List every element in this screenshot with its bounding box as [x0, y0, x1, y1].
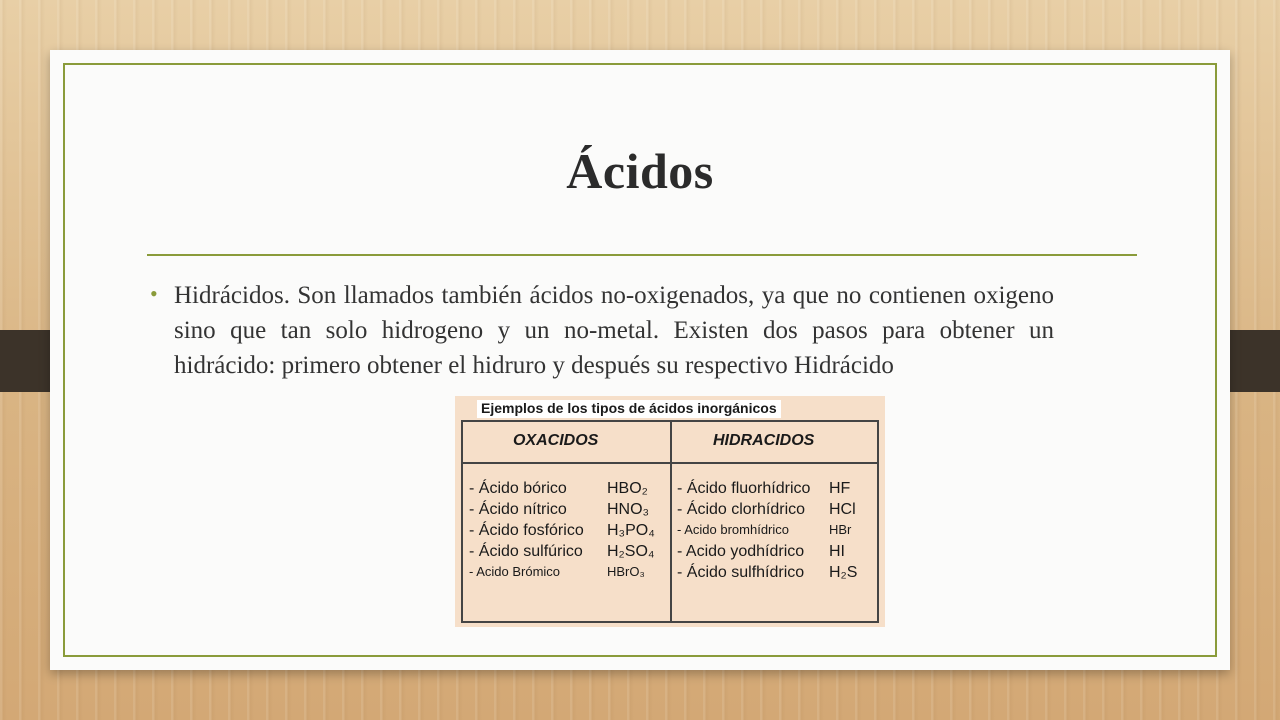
acid-name: - Ácido sulfhídrico	[677, 564, 805, 581]
list-item	[469, 480, 648, 501]
slide-title: Ácidos	[566, 143, 714, 199]
bullet-icon: •	[150, 281, 158, 306]
bullet-paragraph	[150, 278, 1054, 383]
table-caption: Ejemplos de los tipos de ácidos inorgánicos	[477, 400, 781, 418]
column-divider	[670, 422, 672, 621]
acid-name: - Acido yodhídrico	[677, 543, 805, 560]
list-item	[469, 564, 645, 585]
acid-name: - Ácido fluorhídrico	[677, 480, 811, 497]
list-item	[469, 501, 650, 522]
oxacidos-list	[469, 480, 655, 585]
list-item	[677, 480, 851, 501]
acid-name: - Ácido clorhídrico	[677, 501, 806, 518]
acid-examples-table-image	[455, 396, 885, 627]
list-item	[677, 522, 852, 543]
list-item	[677, 564, 858, 585]
list-item	[469, 522, 655, 543]
bullet-text: Hidrácidos. Son llamados también ácidos no-oxigenados, ya que no contienen oxigeno sino que tan solo hidrogeno y un no-metal. Existen dos pasos para obtener un hidrácido: primero obtener el hidruro y después su respectivo Hidrácido	[174, 282, 1054, 379]
hidracidos-header: HIDRACIDOS	[713, 432, 815, 449]
acid-name: - Ácido sulfúrico	[469, 543, 583, 560]
acid-formula: HBr	[829, 522, 852, 537]
acid-formula: HBrO₃	[607, 564, 645, 579]
acid-formula: H₂S	[829, 564, 858, 581]
slide	[50, 50, 1230, 670]
acid-name: - Ácido nítrico	[469, 501, 567, 518]
acid-formula: HNO₃	[607, 501, 650, 518]
hidracidos-list	[677, 480, 858, 585]
acid-formula: HI	[829, 543, 845, 560]
acid-formula: H₃PO₄	[607, 522, 655, 539]
acid-formula: HF	[829, 480, 851, 497]
acid-name: - Ácido bórico	[469, 480, 567, 497]
list-item	[469, 543, 655, 564]
acid-formula: HBO₂	[607, 480, 648, 497]
acid-formula: H₂SO₄	[607, 543, 655, 560]
acid-name: - Acido bromhídrico	[677, 522, 789, 537]
header-divider	[463, 462, 877, 464]
list-item	[677, 543, 845, 564]
title-divider	[147, 254, 1137, 256]
oxacidos-header: OXACIDOS	[513, 432, 599, 449]
acid-name: - Acido Brómico	[469, 564, 561, 579]
acid-name: - Ácido fosfórico	[469, 522, 584, 539]
acid-table	[461, 420, 879, 623]
list-item	[677, 501, 856, 522]
acid-formula: HCl	[829, 501, 856, 518]
